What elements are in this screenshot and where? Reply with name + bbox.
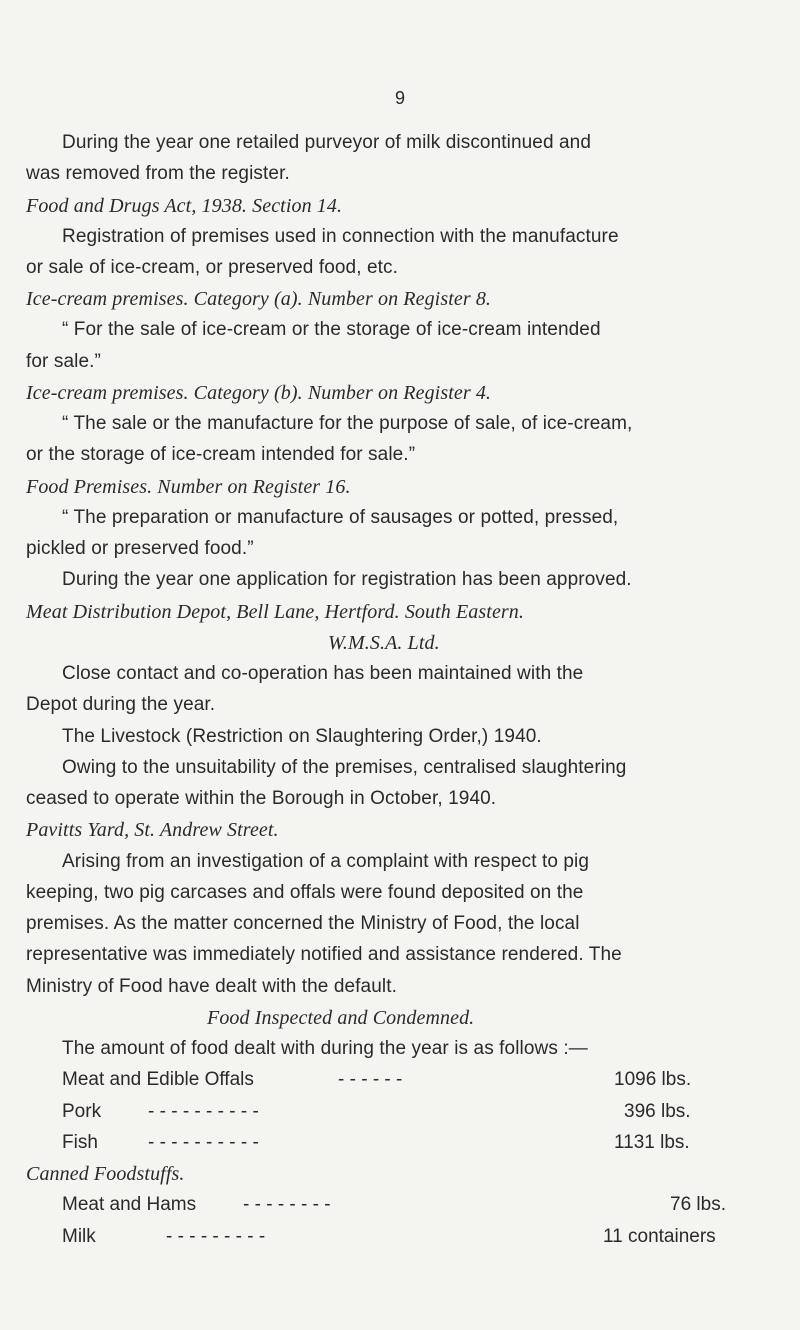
- paragraph-line: or sale of ice-cream, or preserved food, etc.: [26, 257, 398, 278]
- paragraph-line: During the year one retailed purveyor of milk discontinued and: [62, 132, 591, 153]
- paragraph-line: Registration of premises used in connection with the manufacture: [62, 226, 619, 247]
- item-name: Fish: [62, 1132, 98, 1153]
- section-heading: Pavitts Yard, St. Andrew Street.: [26, 819, 279, 841]
- paragraph-line: During the year one application for registration has been approved.: [62, 569, 632, 590]
- paragraph-line: Depot during the year.: [26, 694, 216, 715]
- paragraph-line: representative was immediately notified and assistance rendered. The: [26, 944, 622, 965]
- section-heading: Canned Foodstuffs.: [26, 1163, 185, 1185]
- paragraph-line: Close contact and co-operation has been maintained with the: [62, 663, 584, 684]
- section-heading: Ice-cream premises. Category (a). Number on Register 8.: [26, 288, 492, 310]
- item-name: Meat and Hams: [62, 1194, 197, 1215]
- item-amount: 76 lbs.: [670, 1194, 726, 1215]
- leader-dots: - - - - - - - - - -: [148, 1132, 259, 1153]
- paragraph-line: keeping, two pig carcases and offals were found deposited on the: [26, 882, 584, 903]
- leader-dots: - - - - - -: [338, 1069, 403, 1090]
- item-amount: 1131 lbs.: [614, 1132, 690, 1153]
- item-amount: 11 containers: [603, 1226, 716, 1247]
- paragraph-line: Ministry of Food have dealt with the default.: [26, 976, 397, 997]
- section-heading: Food and Drugs Act, 1938. Section 14.: [26, 195, 343, 217]
- item-name: Meat and Edible Offals: [62, 1069, 254, 1090]
- paragraph-line: pickled or preserved food.”: [26, 538, 254, 559]
- item-amount: 396 lbs.: [624, 1101, 691, 1122]
- table-heading: Food Inspected and Condemned.: [207, 1007, 475, 1029]
- paragraph-line: or the storage of ice-cream intended for sale.”: [26, 444, 416, 465]
- paragraph-line: The amount of food dealt with during the year is as follows :—: [62, 1038, 588, 1059]
- item-name: Milk: [62, 1226, 96, 1247]
- leader-dots: - - - - - - - -: [243, 1194, 331, 1215]
- paragraph-line: “ The sale or the manufacture for the purpose of sale, of ice-cream,: [62, 413, 633, 434]
- section-heading: Ice-cream premises. Category (b). Number on Register 4.: [26, 382, 492, 404]
- page-number: 9: [394, 88, 405, 108]
- paragraph-line: ceased to operate within the Borough in October, 1940.: [26, 788, 497, 809]
- paragraph-line: for sale.”: [26, 351, 101, 372]
- leader-dots: - - - - - - - - -: [166, 1226, 266, 1247]
- paragraph-line: Arising from an investigation of a complaint with respect to pig: [62, 851, 590, 872]
- section-heading: The Livestock (Restriction on Slaughtering Order,) 1940.: [62, 726, 542, 747]
- section-heading: Meat Distribution Depot, Bell Lane, Hertford. South Eastern.: [26, 601, 525, 623]
- item-amount: 1096 lbs.: [614, 1069, 692, 1090]
- section-heading: Food Premises. Number on Register 16.: [26, 476, 351, 498]
- paragraph-line: “ The preparation or manufacture of sausages or potted, pressed,: [62, 507, 619, 528]
- paragraph-line: “ For the sale of ice-cream or the storage of ice-cream intended: [62, 319, 601, 340]
- paragraph-line: premises. As the matter concerned the Ministry of Food, the local: [26, 913, 580, 934]
- paragraph-line: Owing to the unsuitability of the premises, centralised slaughtering: [62, 757, 627, 778]
- leader-dots: - - - - - - - - - -: [148, 1101, 259, 1122]
- section-heading: W.M.S.A. Ltd.: [328, 632, 440, 654]
- paragraph-line: was removed from the register.: [26, 163, 290, 184]
- item-name: Pork: [62, 1101, 102, 1122]
